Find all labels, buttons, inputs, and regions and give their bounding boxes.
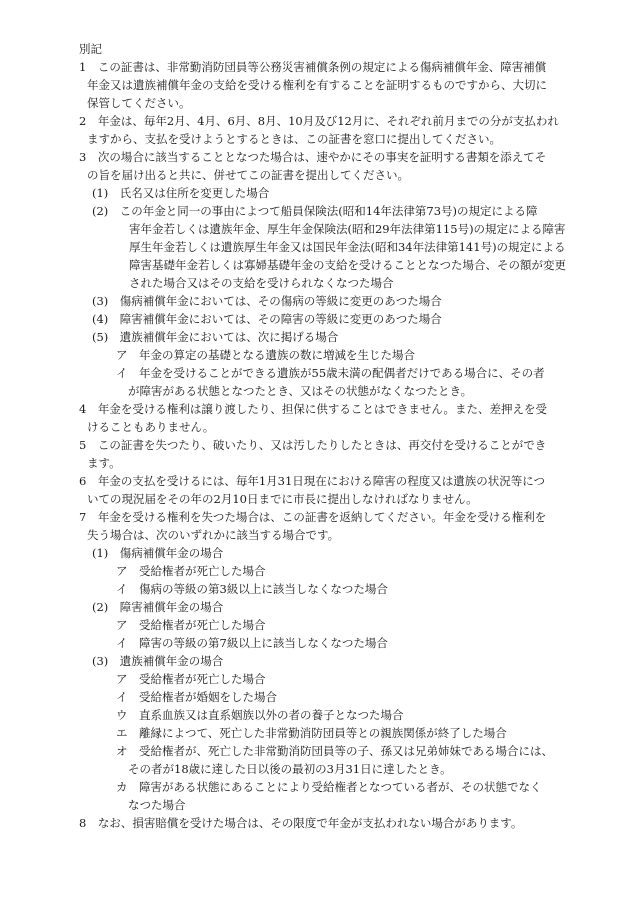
sub-list-item-continuation: なつた場合 <box>128 798 186 812</box>
list-item: (1) 氏名又は住所を変更した場合 <box>92 186 270 200</box>
sub-list-item: オ 受給権者が、死亡した非常勤消防団員等の子、孫又は兄弟姉妹である場合には、 <box>116 744 553 758</box>
paragraph-line: 7 年金を受ける権利を失つた場合は、この証書を返納してください。年金を受ける権利を <box>79 510 547 524</box>
sub-list-item: ア 受給権者が死亡した場合 <box>116 672 266 686</box>
paragraph-line: 4 年金を受ける権利は譲り渡したり、担保に供することはできません。また、差押えを受 <box>79 402 548 416</box>
list-item-continuation: 厚生年金若しくは遺族厚生年金又は国民年金法(昭和34年法律第141号)の規定による <box>129 240 566 254</box>
paragraph-line: 6 年金の支払を受けるには、毎年1月31日現在における障害の程度又は遺族の状況等につ <box>79 474 546 488</box>
sub-list-item: イ 受給権者が婚姻をした場合 <box>116 690 277 704</box>
sub-list-item: イ 年金を受けることができる遺族が55歳未満の配偶者だけである場合に、その者 <box>116 366 545 380</box>
doc-title: 別記 <box>79 42 102 56</box>
paragraph-line: 年金又は遺族補償年金の支給を受ける権利を有することを証明するものですから、大切に <box>87 78 547 92</box>
paragraph-line: 1 この証書は、非常勤消防団員等公務災害補償条例の規定による傷病補償年金、障害補償 <box>79 60 547 74</box>
sub-list-item: イ 障害の等級の第7級以上に該当しなくなつた場合 <box>116 636 388 650</box>
sub-list-item-continuation: が障害がある状態となつたとき、又はその状態がなくなつたとき。 <box>128 384 473 398</box>
list-item: (5) 遺族補償年金においては、次に掲げる場合 <box>92 330 339 344</box>
paragraph-line: 3 次の場合に該当することとなつた場合は、速やかにその事実を証明する書類を添えてそ <box>79 150 547 164</box>
sub-list-item: ア 受給権者が死亡した場合 <box>116 564 266 578</box>
sub-list-item: エ 離縁によつて、死亡した非常勤消防団員等との親族関係が終了した場合 <box>116 726 507 740</box>
paragraph-line: 2 年金は、毎年2月、4月、6月、8月、10月及び12月に、それぞれ前月までの分が支払われ <box>79 114 559 128</box>
sub-list-item: ア 受給権者が死亡した場合 <box>116 618 266 632</box>
paragraph-line: ます。 <box>87 456 121 470</box>
sub-list-item: ア 年金の算定の基礎となる遺族の数に増減を生じた場合 <box>116 348 415 362</box>
sub-list-item-continuation: その者が18歳に達した日以後の最初の3月31日に達したとき。 <box>128 762 452 776</box>
list-item-continuation: された場合又はその支給を受けられなくなつた場合 <box>129 276 394 290</box>
paragraph-line: の旨を届け出ると共に、併せてこの証書を提出してください。 <box>87 168 409 182</box>
list-item: (2) この年金と同一の事由によつて船員保険法(昭和14年法律第73号)の規定による障 <box>92 204 538 218</box>
paragraph-line: ますから、支払を受けようとするときは、この証書を窓口に提出してください。 <box>87 132 501 146</box>
list-item-continuation: 障害基礎年金若しくは寡婦基礎年金の支給を受けることとなつた場合、その額が変更 <box>129 258 566 272</box>
paragraph-line: 5 この証書を失つたり、破いたり、又は汚したりしたときは、再交付を受けることができ <box>79 438 547 452</box>
sub-list-item: ウ 直系血族又は直系姻族以外の者の養子となつた場合 <box>116 708 404 722</box>
list-item: (3) 傷病補償年金においては、その傷病の等級に変更のあつた場合 <box>92 294 442 308</box>
sub-list-item: イ 傷病の等級の第3級以上に該当しなくなつた場合 <box>116 582 388 596</box>
paragraph-line: いての現況届をその年の2月10日までに市長に提出しなければなりません。 <box>87 492 478 506</box>
paragraph-line: けることもありません。 <box>87 420 215 434</box>
paragraph-line: 8 なお、損害賠償を受けた場合は、その限度で年金が支払われない場合があります。 <box>79 816 523 830</box>
list-item: (1) 傷病補償年金の場合 <box>92 546 224 560</box>
list-item: (2) 障害補償年金の場合 <box>92 600 224 614</box>
paragraph-line: 保管してください。 <box>87 96 191 110</box>
list-item-continuation: 害年金若しくは遺族年金、厚生年金保険法(昭和29年法律第115号)の規定による障害 <box>129 222 566 236</box>
list-item: (3) 遺族補償年金の場合 <box>92 654 224 668</box>
paragraph-line: 失う場合は、次のいずれかに該当する場合です。 <box>87 528 340 542</box>
list-item: (4) 障害補償年金においては、その障害の等級に変更のあつた場合 <box>92 312 442 326</box>
sub-list-item: カ 障害がある状態にあることにより受給権者となつている者が、その状態でなく <box>116 780 542 794</box>
